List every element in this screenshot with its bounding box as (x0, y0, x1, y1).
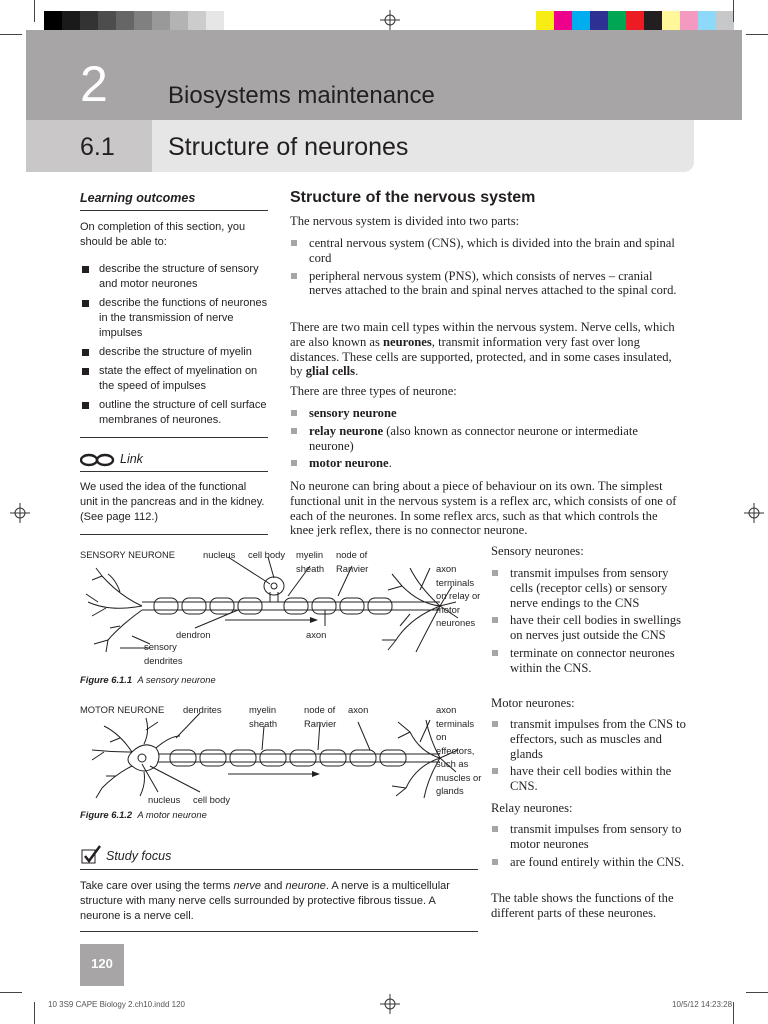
list-item: central nervous system (CNS), which is divided into the brain and spinal cord (290, 236, 682, 266)
paragraph (290, 320, 682, 379)
sensory-neurone-diagram (80, 556, 460, 656)
term-relay-neurone: relay neurone (309, 423, 384, 438)
label-axon: axon (348, 704, 369, 715)
crop-mark (0, 34, 22, 35)
list-item: transmit impulses from sensory to motor neurones (491, 822, 691, 852)
color-swatch (188, 11, 206, 31)
label-dendron: dendron (176, 629, 211, 640)
list-item: outline the structure of cell surface membranes of neurones. (80, 398, 270, 428)
label-axon-terminals: axon terminals on relay or motor neurones (436, 563, 481, 628)
text-run: , transmit information very fast over long distances. These cells are supported, protected, and in some cases insulated, by (290, 334, 672, 379)
registration-mark-icon (380, 994, 400, 1014)
figure-title: SENSORY NEURONE (80, 549, 175, 560)
list-item: peripheral nervous system (PNS), which consists of nerves – cranial nerves attached to the brain and spinal nerves attached to the spinal cord. (290, 269, 682, 299)
crop-mark (733, 1002, 734, 1024)
color-calibration-bar (536, 11, 734, 31)
term-sensory-neurone: sensory neurone (309, 406, 397, 420)
learning-outcomes-list (80, 262, 270, 432)
term-motor-neurone: motor neurone (309, 456, 389, 471)
list-item: describe the structure of sensory and motor neurones (80, 262, 270, 292)
checkbox-tick-icon (80, 845, 102, 865)
color-swatch (224, 11, 242, 31)
crop-mark (746, 34, 768, 35)
learning-outcomes-heading: Learning outcomes (80, 191, 196, 205)
term-nerve: nerve (233, 880, 261, 892)
paragraph: The table shows the functions of the different parts of these neurones. (491, 891, 674, 920)
text-run: . (388, 456, 392, 471)
label-dendrites: dendrites (183, 704, 222, 715)
divider (80, 210, 268, 211)
divider (80, 869, 478, 870)
label-node-of-ranvier: node of Ranvier (304, 704, 337, 729)
caption-text: A sensory neurone (137, 674, 216, 685)
figure-caption (80, 674, 216, 685)
color-swatch (698, 11, 716, 31)
label-node-of-ranvier: node of Ranvier (336, 549, 369, 574)
color-swatch (62, 11, 80, 31)
motor-neurone-diagram (80, 712, 460, 802)
registration-mark-icon (10, 503, 30, 523)
label-sensory-dendrites: sensory dendrites (144, 641, 183, 666)
study-focus-text (80, 879, 470, 924)
term-glial-cells: glial cells (305, 364, 356, 379)
term-neurones: neurones (383, 334, 432, 349)
list-item: transmit impulses from the CNS to effectors, such as muscles and glands (491, 717, 691, 761)
text-run: Take care over using the terms (80, 880, 234, 892)
link-icon (80, 453, 116, 467)
list-item (290, 424, 682, 454)
color-swatch (116, 11, 134, 31)
text-run: and (261, 880, 286, 892)
label-nucleus: nucleus (148, 794, 181, 805)
sensory-neurones-list (491, 566, 691, 679)
registration-mark-icon (380, 10, 400, 30)
divider (80, 534, 268, 535)
list-item: transmit impulses from sensory cells (receptor cells) or sensory nerve endings to the CNS (491, 566, 691, 610)
crop-mark (34, 1002, 35, 1024)
section-number: 6.1 (80, 133, 115, 161)
figure-number: Figure 6.1.1 (80, 674, 133, 685)
list-item: terminate on connector neurones within the CNS. (491, 646, 691, 676)
crop-mark (34, 0, 35, 22)
crop-mark (0, 992, 22, 993)
text-run: (also known as connector neurone or intermediate neurone) (309, 423, 638, 453)
page-number: 120 (91, 956, 113, 971)
list-item (290, 456, 682, 471)
text-run: . A nerve is a multicellular structure with many nerve cells surrounded by protective fibrous tissue. A neurone is a nerve cell. (80, 880, 450, 922)
figure-title: MOTOR NEURONE (80, 704, 165, 715)
relay-neurones-heading: Relay neurones: (491, 801, 573, 815)
figure-caption (80, 809, 207, 820)
list-item: describe the functions of neurones in the transmission of nerve impulses (80, 296, 270, 341)
figure-number: Figure 6.1.2 (80, 809, 133, 820)
link-heading: Link (120, 452, 143, 466)
color-swatch (98, 11, 116, 31)
section-title: Structure of neurones (168, 133, 409, 161)
color-swatch (80, 11, 98, 31)
text-run: There are two main cell types within the nervous system. Nerve cells, which are also known as (290, 320, 675, 349)
color-swatch (44, 11, 62, 31)
color-swatch (536, 11, 554, 31)
list-item: state the effect of myelination on the speed of impulses (80, 364, 270, 394)
paragraph: No neurone can bring about a piece of behaviour on its own. The simplest functional unit in the nervous system is a reflex arc, which consists of one of each of the neurones. In some reflex arcs, such as that which controls the knee jerk reflex, there is no connector neurone. (290, 479, 677, 538)
color-swatch (680, 11, 698, 31)
motor-neurones-heading: Motor neurones: (491, 696, 575, 710)
chapter-number: 2 (80, 56, 108, 112)
paragraph: There are three types of neurone: (290, 384, 457, 398)
label-cell-body: cell body (193, 794, 231, 805)
divider (80, 931, 478, 932)
caption-text: A motor neurone (137, 809, 207, 820)
color-swatch (572, 11, 590, 31)
label-myelin-sheath: myelin sheath (249, 704, 278, 729)
list-item: describe the structure of myelin (80, 345, 270, 360)
grey-calibration-bar (44, 11, 242, 31)
nervous-system-parts-list (290, 236, 682, 301)
color-swatch (626, 11, 644, 31)
slug-file-info: 10 3S9 CAPE Biology 2.ch10.indd 120 (48, 1000, 185, 1009)
color-swatch (152, 11, 170, 31)
relay-neurones-list (491, 822, 691, 872)
learning-outcomes-intro: On completion of this section, you should be able to: (80, 221, 246, 248)
color-swatch (644, 11, 662, 31)
color-swatch (716, 11, 734, 31)
text-run: . (355, 364, 359, 379)
section-heading: Structure of the nervous system (290, 189, 536, 206)
label-nucleus: nucleus (203, 549, 236, 560)
color-swatch (554, 11, 572, 31)
list-item (290, 406, 682, 421)
crop-mark (733, 0, 734, 22)
color-swatch (206, 11, 224, 31)
slug-timestamp: 10/5/12 14:23:28 (672, 1000, 733, 1009)
label-cell-body: cell body (248, 549, 286, 560)
divider (80, 471, 268, 472)
color-swatch (134, 11, 152, 31)
divider (80, 437, 268, 438)
color-swatch (608, 11, 626, 31)
link-text: We used the idea of the functional unit in the pancreas and in the kidney. (See page 112.) (80, 481, 265, 523)
neurone-types-list (290, 406, 682, 474)
label-axon: axon (306, 629, 327, 640)
paragraph: The nervous system is divided into two parts: (290, 214, 520, 228)
label-axon-terminals: axon terminals on effectors, such as muscles or glands (436, 704, 482, 796)
list-item: are found entirely within the CNS. (491, 855, 691, 870)
color-swatch (662, 11, 680, 31)
label-myelin-sheath: myelin sheath (296, 549, 325, 574)
term-neurone: neurone (285, 880, 326, 892)
list-item: have their cell bodies in swellings on nerves just outside the CNS (491, 613, 691, 643)
color-swatch (590, 11, 608, 31)
color-swatch (170, 11, 188, 31)
chapter-title: Biosystems maintenance (168, 82, 435, 109)
motor-neurones-list (491, 717, 691, 797)
list-item: have their cell bodies within the CNS. (491, 764, 691, 794)
study-focus-heading: Study focus (106, 849, 172, 863)
crop-mark (746, 992, 768, 993)
sensory-neurones-heading: Sensory neurones: (491, 544, 584, 558)
registration-mark-icon (744, 503, 764, 523)
